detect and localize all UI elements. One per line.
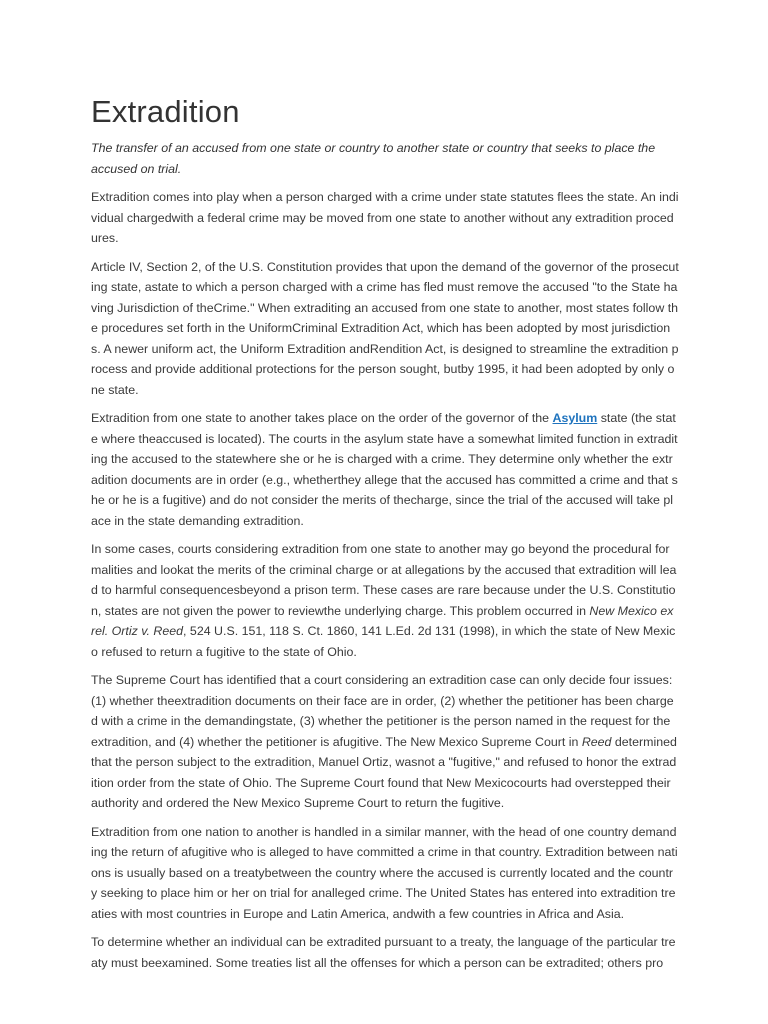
paragraph-6: Extradition from one nation to another is handled in a similar manner, with the head of one country demanding the return of afugitive who is alleged to have committed a crime in that country. Extradition between nations is usually based on a treatybetween the country where the accused is currently located and the country seeking to place him or her on trial for analleged crime. The United States has entered into extradition treaties with most countries in Europe and Latin America, andwith a few countries in Africa and Asia. bbox=[91, 824, 678, 921]
paragraph-5-text-before: The Supreme Court has identified that a court considering an extradition case can only decide four issues: (1) whether theextradition documents on their face are in order, (2) whether the petitioner has been charged with a crime in the demandingstate, (3) whether the petitioner is the person named in the request for the extradition, and (4) whether the petitioner is afugitive. The New Mexico Supreme Court in bbox=[91, 673, 674, 749]
paragraph-4 bbox=[91, 539, 679, 662]
paragraph-3-text-before: Extradition from one state to another takes place on the order of the governor of the bbox=[91, 411, 553, 425]
paragraph-5-text-after: determined that the person subject to the extradition, Manuel Ortiz, wasnot a "fugitive," and refused to honor the extradition order from the state of Ohio. The Supreme Court found that New Mexicocourts had overstepped their authority and ordered the New Mexico Supreme Court to return the fugitive. bbox=[91, 734, 677, 810]
paragraph-2: Article IV, Section 2, of the U.S. Constitution provides that upon the demand of the governor of the prosecuting state, astate to which a person charged with a crime has fled must remove the accused "to the State having Jurisdiction of theCrime." When extraditing an accused from one state to another, most states follow the procedures set forth in the UniformCriminal Extradition Act, which has been adopted by most jurisdictions. A newer uniform act, the Uniform Extradition andRendition Act, is designed to streamline the extradition process and provide additional protections for the person sought, butby 1995, it had been adopted by only one state. bbox=[91, 259, 679, 397]
paragraph-3 bbox=[91, 408, 679, 531]
case-short-name: Reed bbox=[581, 734, 612, 749]
paragraph-7: To determine whether an individual can be extradited pursuant to a treaty, the language of the particular treaty must beexamined. Some treaties list all the offenses for which a person can be extradited; others pro bbox=[91, 935, 676, 970]
document-page bbox=[91, 92, 679, 981]
case-name: New Mexico ex rel. Ortiz v. Reed bbox=[91, 603, 674, 638]
definition-subtitle: The transfer of an accused from one state or country to another state or country that seeks to place the accused on trial. bbox=[91, 141, 656, 176]
paragraph-3-text-after: state (the state where theaccused is located). The courts in the asylum state have a somewhat limited function in extraditing the accused to the statewhere she or he is charged with a crime. They determine only whether the extradition documents are in order (e.g., whetherthey allege that the accused has committed a crime and that she or he is a fugitive) and do not consider the merits of thecharge, since the trial of the accused will take place in the state demanding extradition. bbox=[91, 411, 678, 528]
paragraph-5 bbox=[91, 670, 679, 814]
paragraph-1: Extradition comes into play when a person charged with a crime under state statutes flees the state. An individual chargedwith a federal crime may be moved from one state to another without any extradition procedures. bbox=[91, 190, 679, 245]
paragraph-4-text-before: In some cases, courts considering extradition from one state to another may go beyond the procedural formalities and lookat the merits of the criminal charge or at allegations by the accused that extradition will lead to harmful consequencesbeyond a prison term. These cases are rare because under the U.S. Constitution, states are not given the power to reviewthe underlying charge. This problem occurred in bbox=[91, 542, 677, 618]
asylum-link[interactable]: Asylum bbox=[552, 411, 598, 425]
paragraph-4-text-after: , 524 U.S. 151, 118 S. Ct. 1860, 141 L.Ed. 2d 131 (1998), in which the state of New Mexico refused to return a fugitive to the state of Ohio. bbox=[91, 624, 676, 659]
page-title: Extradition bbox=[91, 94, 240, 129]
